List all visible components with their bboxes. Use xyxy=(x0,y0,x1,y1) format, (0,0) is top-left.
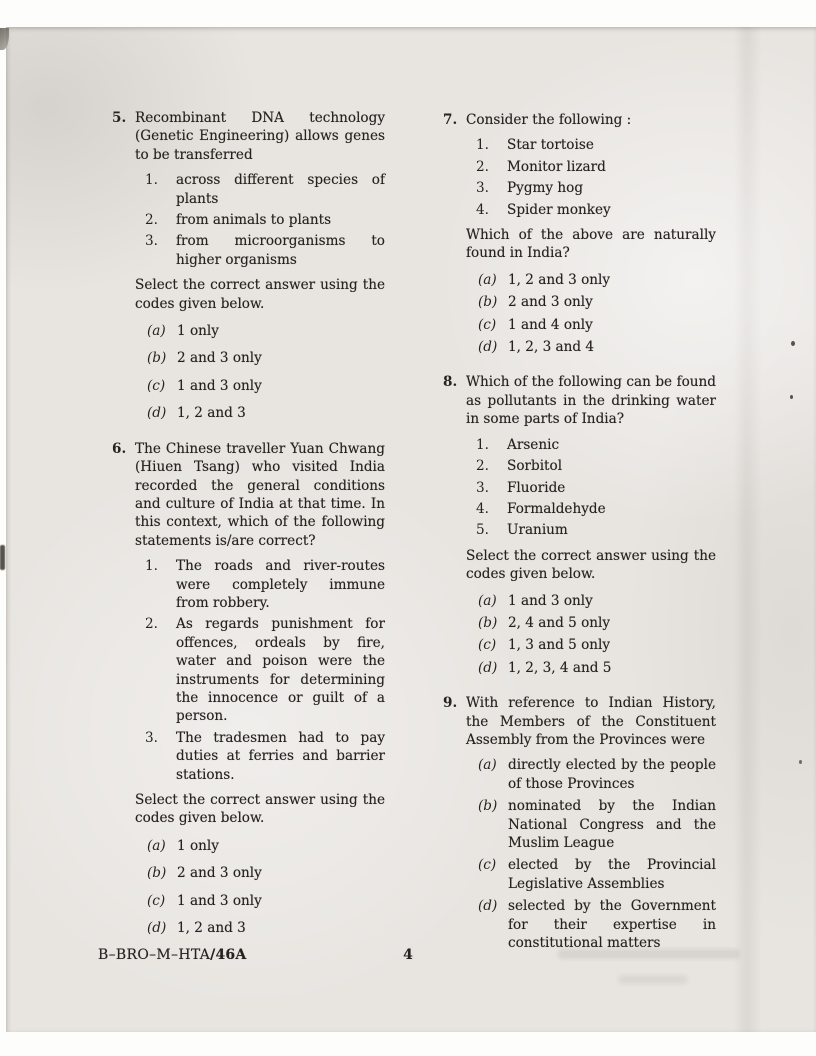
answer-options xyxy=(135,837,385,938)
booklet-code xyxy=(98,947,246,963)
list-item-number: 3. xyxy=(145,729,158,746)
list-item xyxy=(476,500,716,518)
answer-option xyxy=(147,404,385,422)
option-letter: (a) xyxy=(147,323,166,340)
question-7 xyxy=(443,111,716,356)
option-text: 1 only xyxy=(177,837,219,854)
option-text: 1 and 4 only xyxy=(508,316,593,333)
option-text: 2 and 3 only xyxy=(508,294,593,311)
list-item-text: The roads and river-routes were completely immune from robbery. xyxy=(176,558,385,611)
option-text: 2, 4 and 5 only xyxy=(508,614,611,631)
question-6 xyxy=(112,440,385,938)
option-text: directly elected by the people of those Provinces xyxy=(508,757,716,792)
option-text: 2 and 3 only xyxy=(177,350,262,367)
option-text: 1 and 3 only xyxy=(508,592,593,609)
question-body xyxy=(466,373,716,677)
option-letter: (d) xyxy=(147,405,167,422)
booklet-code-text: B–BRO–M–HTA xyxy=(98,947,211,963)
answer-option xyxy=(147,377,385,395)
question-number: 9. xyxy=(443,695,458,712)
option-text: 1, 2 and 3 xyxy=(177,405,246,422)
option-letter: (d) xyxy=(478,898,498,915)
list-item-number: 3. xyxy=(476,479,489,496)
list-item xyxy=(476,158,716,176)
question-intro: With reference to Indian History, the Members of the Constituent Assembly from the Provinces were xyxy=(466,695,716,748)
list-item-text: Fluoride xyxy=(507,479,566,496)
list-item-number: 2. xyxy=(145,212,158,229)
scan-speck xyxy=(791,341,795,346)
option-letter: (a) xyxy=(478,757,497,774)
select-codes-text: Select the correct answer using the codes given below. xyxy=(135,792,385,827)
list-item-text: across different species of plants xyxy=(176,172,385,207)
answer-option xyxy=(478,756,716,793)
question-number: 5. xyxy=(112,110,127,126)
answer-option xyxy=(478,897,716,952)
list-item xyxy=(476,479,716,497)
scan-speck xyxy=(790,395,793,399)
answer-option xyxy=(478,856,716,893)
list-item xyxy=(476,179,716,197)
page-number: 4 xyxy=(403,947,413,963)
list-item-number: 1. xyxy=(145,172,158,189)
answer-option xyxy=(478,797,716,852)
answer-option xyxy=(478,338,716,356)
option-text: 1, 2, 3, 4 and 5 xyxy=(508,659,612,676)
list-item-text: Monitor lizard xyxy=(507,158,606,175)
list-item-number: 1. xyxy=(145,558,158,575)
question-prompt: Which of the above are naturally found in India? xyxy=(466,227,716,262)
list-item-text: from microorganisms to higher organisms xyxy=(176,233,385,268)
list-item xyxy=(145,615,385,725)
answer-option xyxy=(478,293,716,311)
list-item-number: 3. xyxy=(145,233,158,250)
option-letter: (a) xyxy=(478,271,497,288)
list-item xyxy=(476,436,716,454)
scan-edge-mark xyxy=(0,545,5,570)
list-item-text: The tradesmen had to pay duties at ferries and barrier stations. xyxy=(176,729,385,783)
question-9 xyxy=(443,694,716,952)
answer-option xyxy=(478,592,716,610)
option-text: nominated by the Indian National Congress and the Muslim League xyxy=(508,798,716,851)
list-item xyxy=(476,521,716,539)
question-body xyxy=(466,111,716,356)
answer-options xyxy=(135,322,385,423)
option-letter: (c) xyxy=(147,377,166,394)
option-letter: (b) xyxy=(478,614,498,631)
question-intro: Which of the following can be found as pollutants in the drinking water in some parts of India? xyxy=(466,374,716,428)
option-text: 1 and 3 only xyxy=(177,892,262,909)
question-number: 7. xyxy=(443,112,458,128)
option-letter: (a) xyxy=(478,592,497,609)
list-item-number: 2. xyxy=(145,616,158,633)
answer-options xyxy=(466,592,716,678)
option-text: 1, 2 and 3 only xyxy=(508,271,611,288)
question-body xyxy=(135,109,385,423)
list-item xyxy=(145,729,385,784)
scanned-page xyxy=(6,27,816,1032)
question-5 xyxy=(112,109,385,423)
numbered-list xyxy=(466,136,716,219)
option-letter: (d) xyxy=(478,659,498,676)
answer-options xyxy=(466,756,716,952)
question-intro: The Chinese traveller Yuan Chwang (Hiuen Tsang) who visited India recorded the general conditions and culture of India at that time. In this context, which of the following statements is/are correct? xyxy=(135,440,385,549)
option-text: 1, 2, 3 and 4 xyxy=(508,339,595,356)
numbered-list xyxy=(135,171,385,269)
option-text: 1, 3 and 5 only xyxy=(508,637,611,654)
option-letter: (b) xyxy=(478,294,498,311)
question-intro: Consider the following : xyxy=(466,112,632,128)
list-item xyxy=(145,232,385,269)
list-item-text: As regards punishment for offences, ordeals by fire, water and poison were the instruments for determining the innocence or guilt of a person. xyxy=(176,616,385,725)
option-text: selected by the Government for their expertise in constitutional matters xyxy=(508,898,716,952)
option-letter: (b) xyxy=(147,865,167,882)
list-item-number: 2. xyxy=(476,158,489,175)
question-number: 8. xyxy=(443,374,458,391)
answer-option xyxy=(478,271,716,289)
select-codes-text: Select the correct answer using the codes given below. xyxy=(466,547,716,583)
list-item-number: 2. xyxy=(476,458,489,475)
list-item-text: from animals to plants xyxy=(176,212,332,229)
option-letter: (b) xyxy=(147,350,167,367)
option-letter: (a) xyxy=(147,837,166,854)
option-letter: (c) xyxy=(478,857,497,874)
option-letter: (c) xyxy=(478,637,497,654)
option-text: 1, 2 and 3 xyxy=(177,920,246,937)
list-item xyxy=(145,171,385,208)
right-column xyxy=(443,111,716,969)
list-item-number: 4. xyxy=(476,500,489,517)
option-text: 1 and 3 only xyxy=(177,377,262,394)
answer-option xyxy=(478,636,716,654)
option-letter: (d) xyxy=(478,339,498,356)
list-item-text: Spider monkey xyxy=(507,201,611,218)
option-letter: (c) xyxy=(147,892,166,909)
list-item xyxy=(476,457,716,475)
question-body xyxy=(466,694,716,952)
answer-option xyxy=(147,837,385,855)
question-number: 6. xyxy=(112,440,127,457)
list-item-number: 1. xyxy=(476,436,489,453)
scan-speck xyxy=(799,760,802,764)
list-item-text: Arsenic xyxy=(507,436,560,453)
option-letter: (d) xyxy=(147,920,167,937)
option-letter: (c) xyxy=(478,316,497,333)
answer-options xyxy=(466,271,716,357)
answer-option xyxy=(147,892,385,910)
booklet-code-series: /46A xyxy=(210,947,247,963)
numbered-list xyxy=(466,436,716,540)
list-item-text: Pygmy hog xyxy=(507,180,584,197)
list-item-text: Formaldehyde xyxy=(507,500,606,517)
list-item-number: 1. xyxy=(476,137,489,154)
list-item-number: 4. xyxy=(476,201,489,218)
list-item-number: 3. xyxy=(476,180,489,197)
list-item xyxy=(145,211,385,229)
list-item-text: Star tortoise xyxy=(507,137,594,154)
ink-bleedthrough-artifact xyxy=(558,949,740,959)
answer-option xyxy=(478,316,716,334)
list-item-text: Sorbitol xyxy=(507,458,563,475)
ink-bleedthrough-artifact xyxy=(618,975,688,984)
option-text: elected by the Provincial Legislative Assemblies xyxy=(508,857,716,892)
list-item-number: 5. xyxy=(476,522,489,539)
question-8 xyxy=(443,373,716,677)
answer-option xyxy=(147,864,385,882)
answer-option xyxy=(147,322,385,340)
option-letter: (b) xyxy=(478,798,498,815)
list-item xyxy=(476,136,716,154)
list-item xyxy=(145,557,385,612)
option-text: 2 and 3 only xyxy=(177,865,262,882)
answer-option xyxy=(478,659,716,677)
answer-option xyxy=(147,919,385,937)
question-intro: Recombinant DNA technology (Genetic Engineering) allows genes to be transferred xyxy=(135,110,385,163)
numbered-list xyxy=(135,557,385,784)
left-column xyxy=(112,109,385,954)
list-item xyxy=(476,201,716,219)
option-text: 1 only xyxy=(177,323,219,340)
list-item-text: Uranium xyxy=(507,522,568,539)
answer-option xyxy=(478,614,716,632)
answer-option xyxy=(147,349,385,367)
question-body xyxy=(135,440,385,938)
select-codes-text: Select the correct answer using the codes given below. xyxy=(135,277,385,312)
